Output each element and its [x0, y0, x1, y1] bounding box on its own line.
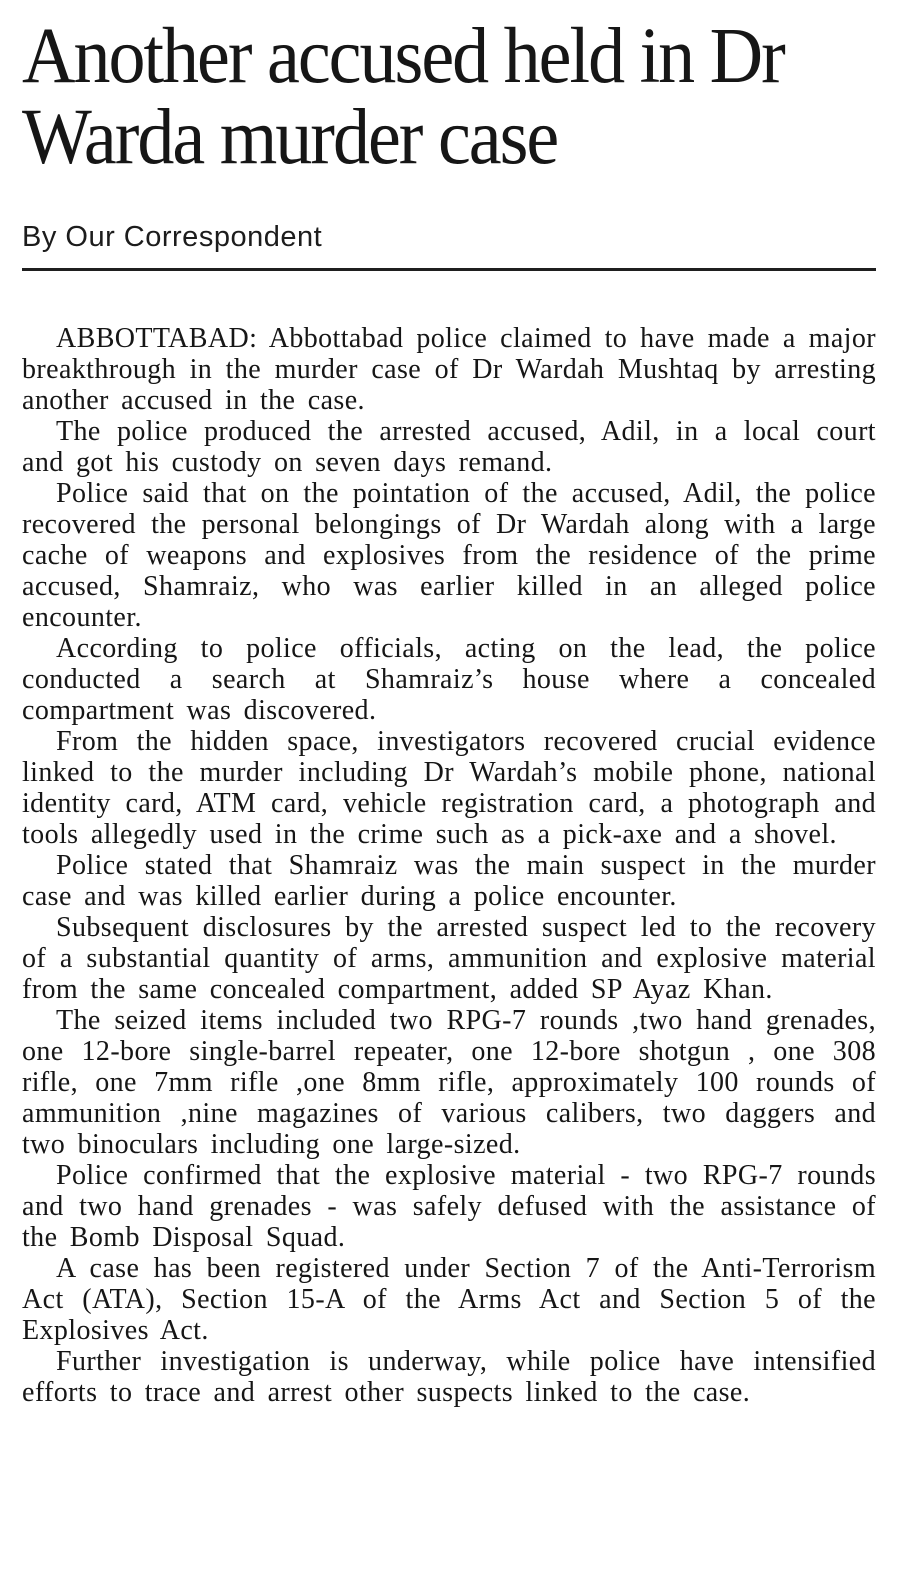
- article-paragraph: From the hidden space, investigators recovered crucial evidence linked to the murder including Dr Wardah’s mobile phone, national identity card, ATM card, vehicle registration card, a photograph and tools allegedly used in the crime such as a pick-axe and a shovel.: [22, 725, 876, 850]
- byline-divider-rule: [22, 268, 876, 271]
- article-byline: By Our Correspondent: [22, 220, 323, 253]
- article-paragraph: Police stated that Shamraiz was the main suspect in the murder case and was killed earlier during a police encounter.: [22, 849, 876, 912]
- article-paragraph: Further investigation is underway, while police have intensified efforts to trace and arrest other suspects linked to the case.: [22, 1345, 876, 1408]
- article-paragraph: The police produced the arrested accused, Adil, in a local court and got his custody on seven days remand.: [22, 415, 876, 478]
- article-paragraph: Police confirmed that the explosive material - two RPG-7 rounds and two hand grenades - was safely defused with the assistance of the Bomb Disposal Squad.: [22, 1159, 876, 1253]
- article-paragraph: According to police officials, acting on the lead, the police conducted a search at Shamraiz’s house where a concealed compartment was discovered.: [22, 632, 876, 726]
- article-paragraph: ABBOTTABAD: Abbottabad police claimed to have made a major breakthrough in the murder case of Dr Wardah Mushtaq by arresting another accused in the case.: [22, 322, 876, 416]
- article-paragraph: Police said that on the pointation of the accused, Adil, the police recovered the personal belongings of Dr Wardah along with a large cache of weapons and explosives from the residence of the prime accused, Shamraiz, who was earlier killed in an alleged police encounter.: [22, 477, 876, 633]
- article-body: [22, 323, 876, 1408]
- article-paragraph: The seized items included two RPG-7 rounds ,two hand grenades, one 12-bore single-barrel repeater, one 12-bore shotgun , one 308 rifle, one 7mm rifle ,one 8mm rifle, approximately 100 rounds of ammunition ,nine magazines of various calibers, two daggers and two binoculars including one large-sized.: [22, 1004, 876, 1160]
- article-paragraph: A case has been registered under Section 7 of the Anti-Terrorism Act (ATA), Section 15-A of the Arms Act and Section 5 of the Explosives Act.: [22, 1252, 876, 1346]
- article-paragraph: Subsequent disclosures by the arrested suspect led to the recovery of a substantial quantity of arms, ammunition and explosive material from the same concealed compartment, added SP Ayaz Khan.: [22, 911, 876, 1005]
- article-headline: Another accused held in Dr Warda murder case: [22, 11, 784, 182]
